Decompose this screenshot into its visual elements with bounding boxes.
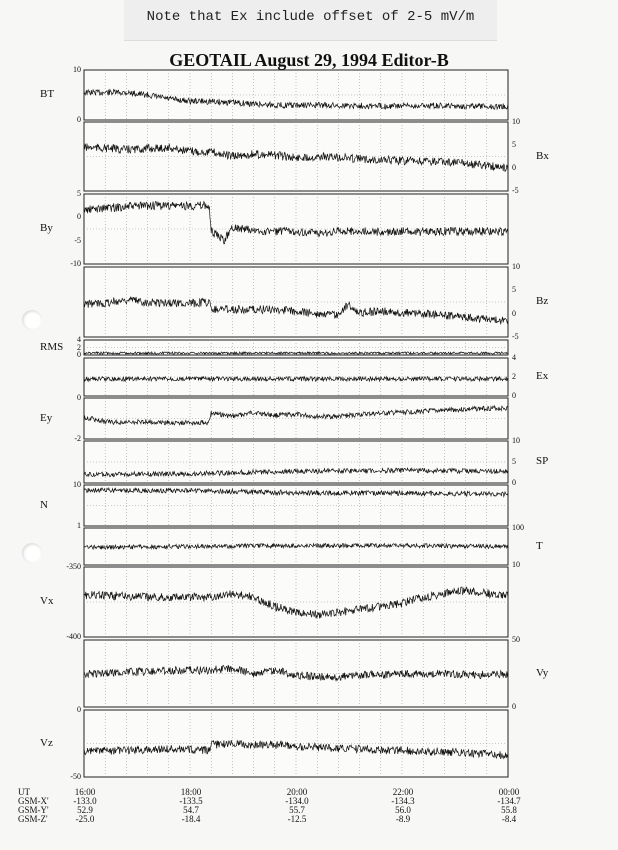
- y-tick-label: 2: [77, 342, 81, 352]
- coordinate-value: -18.4: [181, 814, 201, 824]
- coordinate-value: 56.0: [395, 805, 411, 815]
- y-tick-label: -5: [74, 235, 81, 245]
- panel-label-t: T: [536, 539, 543, 552]
- row-label: GSM-X': [18, 796, 49, 806]
- y-tick-label: 100: [512, 523, 524, 532]
- panel-label-ey: Ey: [40, 411, 53, 424]
- annotation-note: Note that Ex include offset of 2-5 mV/m: [124, 0, 497, 41]
- y-tick-label: -2: [74, 434, 81, 443]
- y-tick-label: 5: [512, 285, 516, 295]
- y-tick-label: -5: [512, 332, 519, 341]
- panel-label-vy: Vy: [536, 666, 549, 679]
- coordinate-value: -133.5: [179, 796, 203, 806]
- x-tick-label: 22:00: [392, 787, 414, 797]
- y-tick-label: 0: [77, 393, 81, 402]
- y-tick-label: 4: [77, 335, 81, 344]
- coordinate-value: -134.3: [391, 796, 415, 806]
- x-tick-label: 00:00: [498, 787, 520, 797]
- coordinate-value: 54.7: [183, 805, 199, 815]
- panel-label-rms: RMS: [40, 340, 64, 353]
- y-tick-label: 0: [77, 350, 81, 359]
- y-tick-label: 5: [512, 140, 516, 149]
- coordinate-value: -8.4: [501, 814, 517, 824]
- panel-label-ex: Ex: [536, 370, 549, 382]
- y-tick-label: 10: [73, 65, 81, 74]
- y-tick-label: 10: [73, 480, 81, 489]
- coordinate-value: -8.9: [395, 814, 411, 824]
- panel-label-bz: Bz: [536, 295, 549, 307]
- x-tick-label: 16:00: [74, 787, 96, 797]
- y-tick-label: -5: [512, 186, 519, 195]
- y-tick-label: 1: [77, 521, 81, 530]
- y-tick-label: -400: [66, 632, 81, 641]
- coordinate-value: -133.0: [73, 796, 97, 806]
- coordinate-value: -12.5: [287, 814, 307, 824]
- panel-label-vx: Vx: [40, 595, 54, 607]
- y-tick-label: 5: [512, 457, 516, 466]
- panel-label-vz: Vz: [40, 736, 53, 749]
- y-tick-label: 0: [77, 212, 81, 222]
- y-tick-label: 0: [512, 702, 516, 711]
- y-tick-label: 0: [77, 115, 81, 124]
- row-label: UT: [18, 787, 30, 797]
- y-tick-label: 0: [512, 308, 516, 318]
- y-tick-label: 0: [512, 163, 516, 172]
- y-tick-label: 50: [512, 635, 520, 644]
- y-tick-label: 0: [512, 478, 516, 487]
- panel-label-bx: Bx: [536, 149, 549, 162]
- coordinate-value: 55.8: [501, 805, 517, 815]
- y-tick-label: -10: [70, 259, 81, 268]
- x-tick-label: 18:00: [180, 787, 202, 797]
- panel-label-sp: SP: [536, 455, 549, 467]
- x-tick-label: 20:00: [286, 787, 308, 797]
- panel-label-by: By: [40, 222, 53, 234]
- y-tick-label: 2: [512, 372, 516, 381]
- y-tick-label: -50: [70, 772, 81, 781]
- coordinate-value: -134.0: [285, 796, 309, 806]
- y-tick-label: 0: [512, 391, 516, 400]
- y-tick-label: 10: [512, 436, 520, 445]
- coordinate-value: -25.0: [75, 814, 95, 824]
- chart-title: GEOTAIL August 29, 1994 Editor-B: [169, 50, 449, 70]
- y-tick-label: 4: [512, 353, 516, 362]
- coordinate-value: 55.7: [289, 805, 305, 815]
- y-tick-label: 10: [512, 560, 520, 569]
- row-label: GSM-Z': [18, 814, 48, 824]
- panel-label-n: N: [40, 498, 48, 511]
- panel-label-bt: BT: [40, 88, 55, 100]
- y-tick-label: 10: [512, 117, 520, 126]
- row-label: GSM-Y': [18, 805, 49, 815]
- y-tick-label: 10: [512, 262, 520, 271]
- y-tick-label: 5: [77, 189, 81, 198]
- coordinate-value: -134.7: [497, 796, 521, 806]
- y-tick-label: -350: [66, 562, 81, 571]
- coordinate-value: 52.9: [77, 805, 93, 815]
- y-tick-label: 0: [77, 705, 81, 714]
